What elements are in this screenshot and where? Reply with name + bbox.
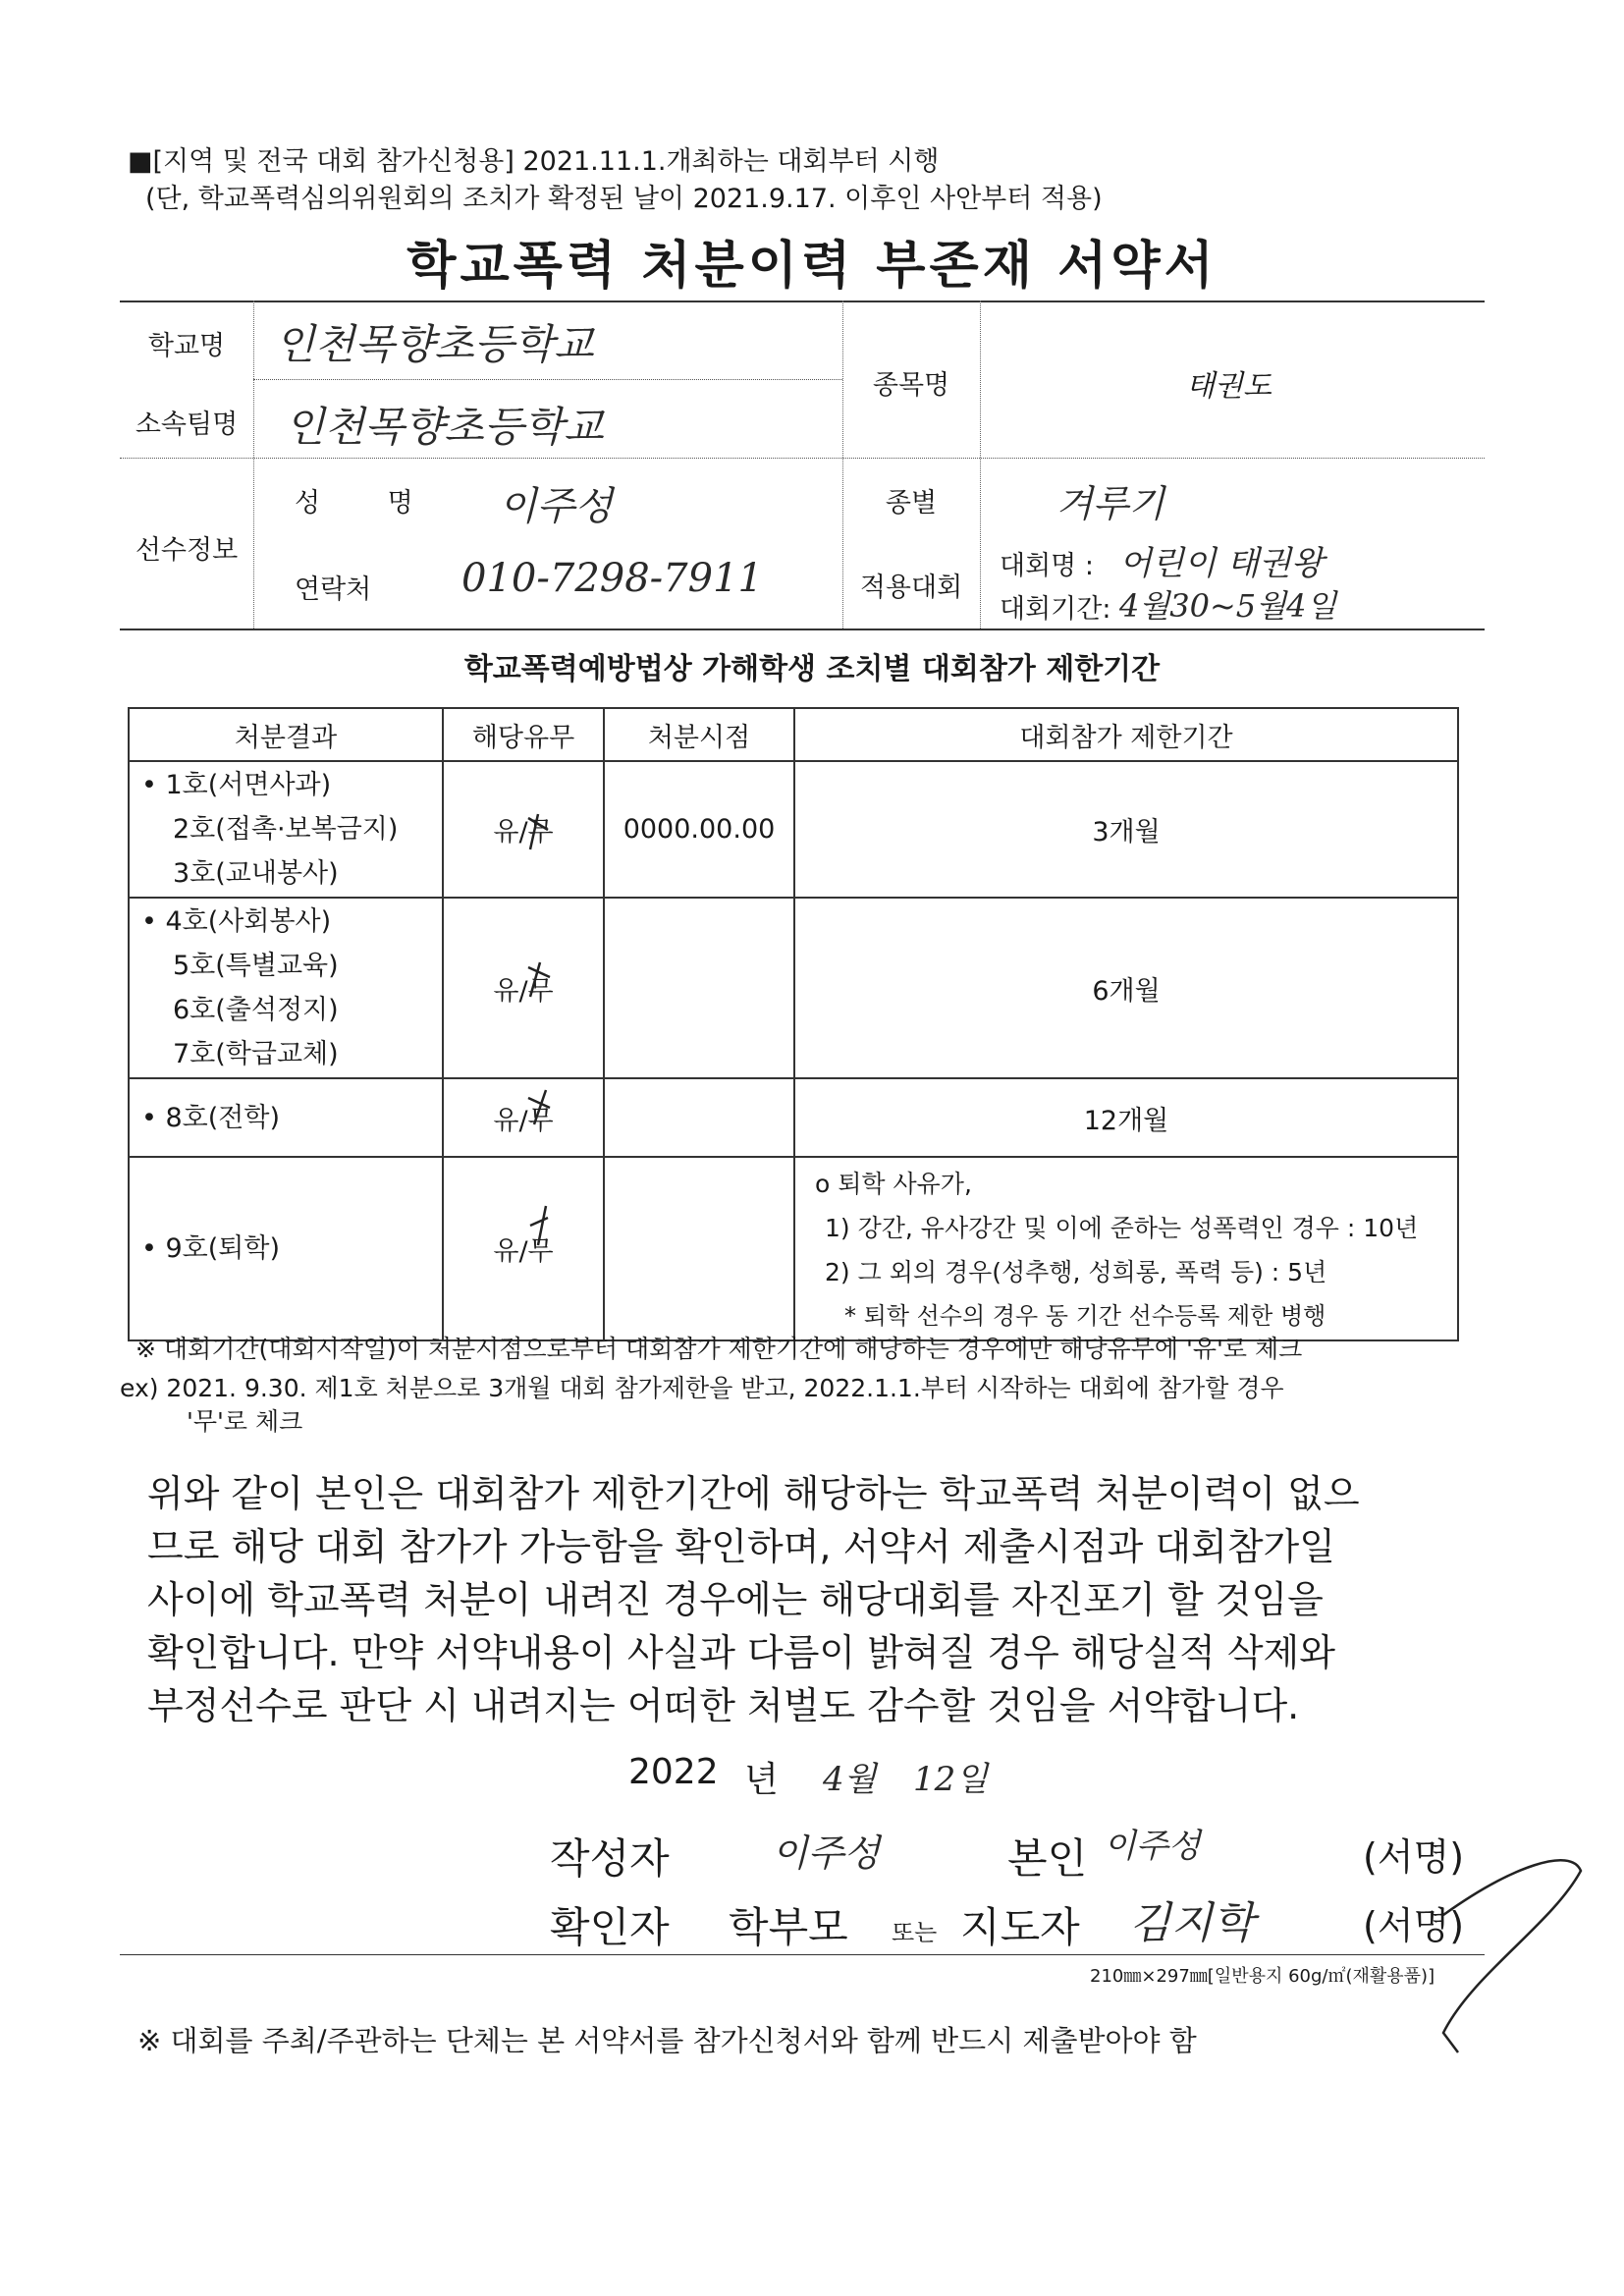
- final-note: ※ 대회를 주최/주관하는 단체는 본 서약서를 참가신청서와 함께 반드시 제출받아야 함: [137, 2024, 1197, 2057]
- event-label: 종별: [885, 488, 938, 519]
- measure-item: 2호(접촉·보복금지): [173, 814, 399, 845]
- date-year: 2022: [628, 1752, 719, 1792]
- measure-item: • 8호(전학): [141, 1102, 280, 1133]
- pledge-line: 부정선수로 판단 시 내려지는 어떠한 처벌도 감수할 것임을 서약합니다.: [147, 1684, 1300, 1727]
- school-label: 학교명: [147, 331, 226, 361]
- document-title: 학교폭력 처분이력 부존재 서약서: [406, 237, 1218, 296]
- applicable-cell[interactable]: 유/무: [443, 1078, 604, 1157]
- self-label: 본인: [1007, 1834, 1088, 1883]
- header-period: 대회참가 제한기간: [794, 708, 1458, 761]
- sign-placeholder-2: (서명): [1363, 1904, 1465, 1947]
- competition-period-label: 대회기간:: [1000, 594, 1111, 625]
- athlete-section-label: 선수정보: [135, 535, 239, 566]
- name-value: 이주성: [499, 484, 613, 529]
- period-cell: 3개월: [794, 761, 1458, 898]
- measure-item: • 4호(사회봉사): [141, 906, 332, 937]
- team-value: 인천목향초등학교: [285, 403, 604, 451]
- self-name: 이주성: [1104, 1827, 1201, 1866]
- header-date: 처분시점: [604, 708, 794, 761]
- measure-item: 5호(특별교육): [173, 951, 339, 981]
- sport-label: 종목명: [872, 370, 950, 401]
- measure-item: 3호(교내봉사): [173, 858, 339, 889]
- paper-spec: 210㎜×297㎜[일반용지 60g/㎡(재활용품)]: [1090, 1966, 1435, 1987]
- applicable-cell[interactable]: 유/무: [443, 1157, 604, 1340]
- date-year-unit: 년: [744, 1760, 779, 1800]
- competition-name-value: 어린이 태권왕: [1119, 544, 1324, 583]
- notice-line-1: ■[지역 및 전국 대회 참가신청용] 2021.11.1.개최하는 대회부터 시행: [128, 146, 940, 177]
- footer-rule: [120, 1954, 1485, 1955]
- period-line: * 퇴학 선수의 경우 동 기간 선수등록 제한 병행: [844, 1302, 1326, 1330]
- parent-label: 학부모: [729, 1903, 848, 1951]
- applicable-cell[interactable]: 유/무: [443, 761, 604, 898]
- period-line: 2) 그 외의 경우(성추행, 성희롱, 폭력 등) : 5년: [825, 1258, 1327, 1286]
- applicable-cell[interactable]: 유/무: [443, 898, 604, 1078]
- pledge-line: 사이에 학교폭력 처분이 내려진 경우에는 해당대회를 자진포기 할 것임을: [147, 1578, 1324, 1621]
- note-2-line-2: '무'로 체크: [187, 1407, 303, 1436]
- event-value: 겨루기: [1056, 482, 1165, 525]
- measure-item: • 1호(서면사과): [141, 770, 332, 800]
- pledge-paragraph: [147, 1467, 1360, 1732]
- team-label: 소속팀명: [135, 410, 239, 440]
- note-1: ※ 대회기간(대회시작일)이 처분시점으로부터 대회참가 제한기간에 해당하는 경우에만 해당유무에 '유'로 체크: [135, 1335, 1303, 1363]
- notice-line-2: (단, 학교폭력심의위원회의 조치가 확정된 날이 2021.9.17. 이후인 사안부터 적용): [145, 184, 1103, 214]
- name-label: 성 명: [295, 488, 443, 519]
- confirmer-label: 확인자: [550, 1903, 670, 1951]
- date-month: 4월: [823, 1760, 877, 1799]
- measure-item: 6호(출석정지): [173, 995, 339, 1025]
- period-line: 1) 강간, 유사강간 및 이에 준하는 성폭력인 경우 : 10년: [825, 1214, 1419, 1242]
- pledge-line: 확인합니다. 만약 서약내용이 사실과 다름이 밝혀질 경우 해당실적 삭제와: [147, 1631, 1335, 1674]
- strike-mark-row4: [530, 1206, 548, 1245]
- measure-item: • 9호(퇴학): [141, 1233, 280, 1264]
- sport-value: 태권도: [1186, 369, 1272, 404]
- competition-period-value: 4월30~5월4일: [1119, 587, 1337, 625]
- note-2-line-1: ex) 2021. 9.30. 제1호 처분으로 3개월 대회 참가제한을 받고, 2022.1.1.부터 시작하는 대회에 참가할 경우: [120, 1374, 1284, 1402]
- date-day: 12일: [913, 1760, 989, 1799]
- writer-name: 이주성: [772, 1831, 881, 1875]
- contact-label: 연락처: [295, 574, 372, 605]
- strike-mark-row1: [528, 814, 548, 849]
- header-applicable: 해당유무: [443, 708, 604, 761]
- coach-label: 지도자: [960, 1903, 1080, 1951]
- pledge-line: 위와 같이 본인은 대회참가 제한기간에 해당하는 학교폭력 처분이력이 없으: [147, 1472, 1360, 1515]
- header-result: 처분결과: [129, 708, 443, 761]
- coach-name: 김지학: [1129, 1898, 1255, 1948]
- competition-name-label: 대회명 :: [1000, 551, 1094, 581]
- writer-label: 작성자: [550, 1834, 670, 1883]
- sign-placeholder-1: (서명): [1363, 1835, 1465, 1879]
- signature-stroke: [1443, 1860, 1581, 2052]
- school-value: 인천목향초등학교: [275, 320, 594, 368]
- pledge-line: 므로 해당 대회 참가가 가능함을 확인하며, 서약서 제출시점과 대회참가일: [147, 1525, 1335, 1568]
- competition-label: 적용대회: [859, 573, 963, 603]
- period-line: o 퇴학 사유가,: [815, 1170, 972, 1198]
- strike-mark-row3: [528, 1090, 550, 1124]
- strike-mark-row2: [528, 962, 550, 997]
- or-label: 또는: [892, 1919, 938, 1946]
- measure-item: 7호(학급교체): [173, 1039, 339, 1069]
- date-cell: 0000.00.00: [604, 761, 794, 898]
- period-cell: 12개월: [794, 1078, 1458, 1157]
- period-cell: 6개월: [794, 898, 1458, 1078]
- table-caption: 학교폭력예방법상 가해학생 조치별 대회참가 제한기간: [463, 652, 1161, 686]
- contact-value: 010-7298-7911: [461, 556, 763, 601]
